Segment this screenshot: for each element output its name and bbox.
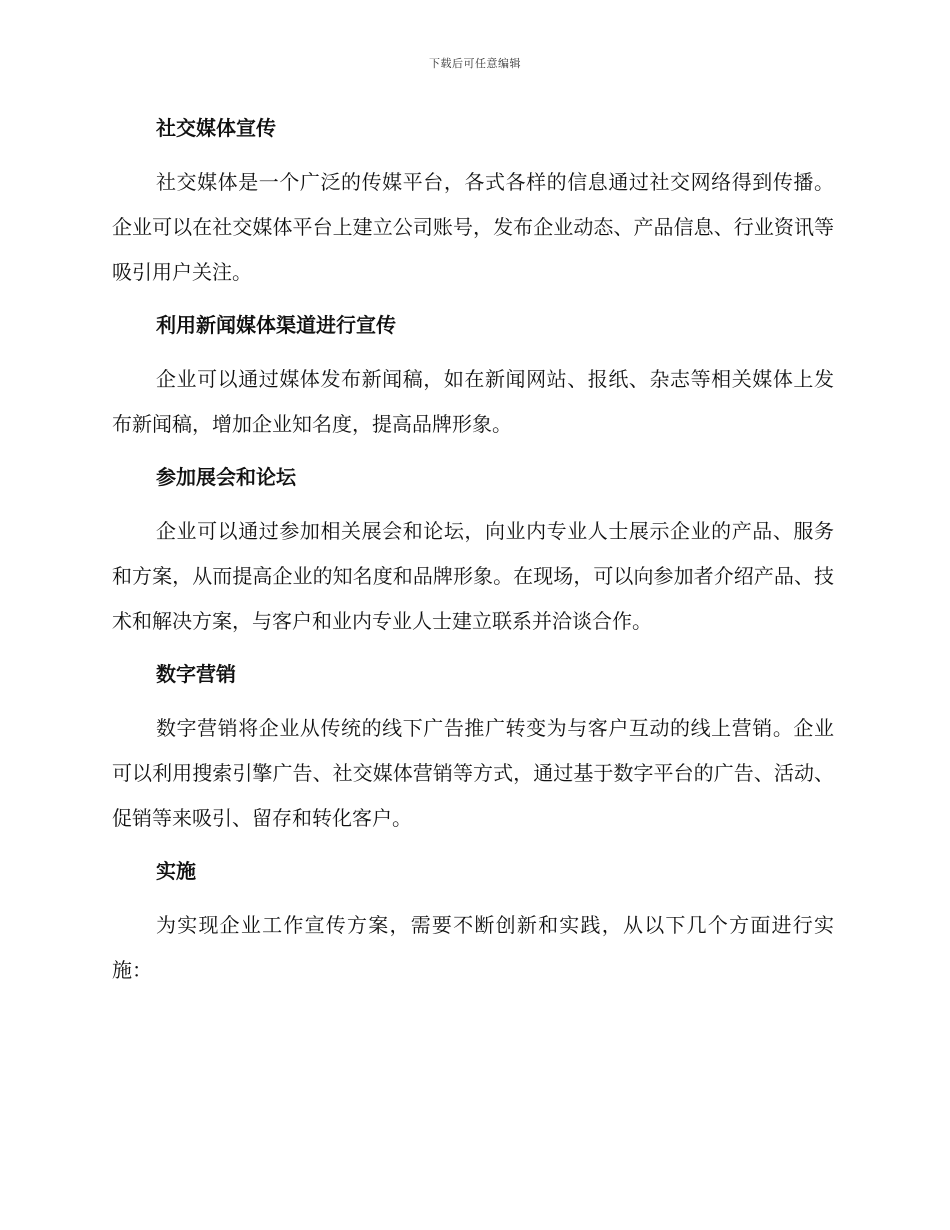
document-body	[112, 110, 834, 1005]
section-heading-news-media: 利用新闻媒体渠道进行宣传	[156, 313, 396, 337]
page-header: 下载后可任意编辑	[429, 57, 521, 70]
section-body-news-media: 企业可以通过媒体发布新闻稿，如在新闻网站、报纸、杂志等相关媒体上发布新闻稿，增加企业知名度，提高品牌形象。	[112, 367, 834, 436]
section-heading-exhibitions: 参加展会和论坛	[156, 465, 296, 489]
section-heading-social-media: 社交媒体宣传	[156, 116, 276, 140]
section-body-digital-marketing: 数字营销将企业从传统的线下广告推广转变为与客户互动的线上营销。企业可以利用搜索引擎广告、社交媒体营销等方式，通过基于数字平台的广告、活动、促销等来吸引、留存和转化客户。	[112, 716, 834, 830]
section-body-social-media: 社交媒体是一个广泛的传媒平台，各式各样的信息通过社交网络得到传播。企业可以在社交媒体平台上建立公司账号，发布企业动态、产品信息、行业资讯等吸引用户关注。	[112, 170, 834, 284]
section-body-exhibitions: 企业可以通过参加相关展会和论坛，向业内专业人士展示企业的产品、服务和方案，从而提高企业的知名度和品牌形象。在现场，可以向参加者介绍产品、技术和解决方案，与客户和业内专业人士建立联系并洽谈合作。	[112, 519, 834, 633]
section-heading-implementation: 实施	[156, 859, 196, 883]
section-heading-digital-marketing: 数字营销	[156, 662, 236, 686]
section-body-implementation: 为实现企业工作宣传方案，需要不断创新和实践，从以下几个方面进行实施：	[112, 913, 834, 982]
